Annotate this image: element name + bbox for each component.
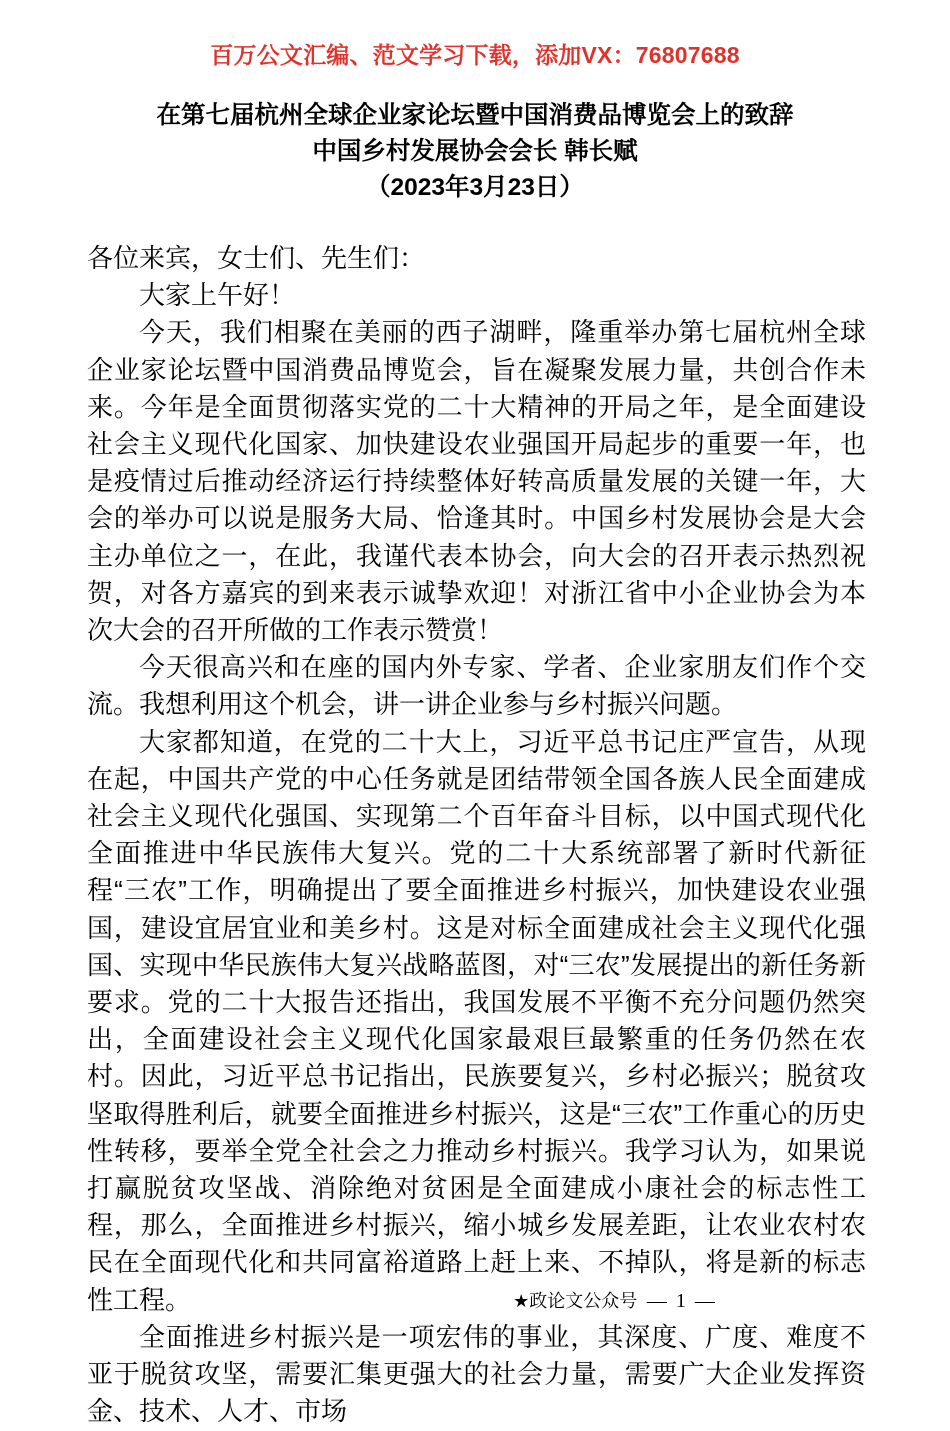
document-date: （2023年3月23日） bbox=[366, 174, 584, 201]
promo-header-text: 百万公文汇编、范文学习下载，添加VX：76807688 bbox=[210, 42, 740, 68]
body-paragraph: 大家上午好！ bbox=[139, 280, 296, 311]
body-paragraph: 各位来宾，女士们、先生们： bbox=[87, 243, 426, 273]
title-block bbox=[0, 98, 950, 206]
page-footer bbox=[0, 1288, 950, 1315]
body-paragraph: 全面推进乡村振兴是一项宏伟的事业，其深度、广度、难度不亚于脱贫攻坚，需要汇集更强大的社会力量，需要广大企业发挥资金、技术、人才、市场 bbox=[87, 1321, 866, 1427]
body-paragraph: 今天，我们相聚在美丽的西子湖畔，隆重举办第七届杭州全球企业家论坛暨中国消费品博览会，旨在凝聚发展力量，共创合作未来。今年是全面贯彻落实党的二十大精神的开局之年，是全面建设社会主义现代化国家、加快建设农业强国开局起步的重要一年，也是疫情过后推动经济运行持续整体好转高质量发展的关键一年，大会的举办可以说是服务大局、恰逢其时。中国乡村发展协会是大会主办单位之一，在此，我谨代表本协会，向大会的召开表示热烈祝贺，对各方嘉宾的到来表示诚挚欢迎！对浙江省中小企业协会为本次大会的召开所做的工作表示赞赏！ bbox=[87, 317, 866, 646]
document-title: 在第七届杭州全球企业家论坛暨中国消费品博览会上的致辞 bbox=[156, 102, 794, 129]
body-paragraph: 今天很高兴和在座的国内外专家、学者、企业家朋友们作个交流。我想利用这个机会，讲一讲企业参与乡村振兴问题。 bbox=[87, 652, 866, 720]
page-number: — 1 — bbox=[646, 1290, 717, 1312]
document-body bbox=[87, 240, 866, 1431]
body-paragraph: 大家都知道，在党的二十大上，习近平总书记庄严宣告，从现在起，中国共产党的中心任务就是团结带领全国各族人民全面建成社会主义现代化强国、实现第二个百年奋斗目标，以中国式现代化全面推进中华民族伟大复兴。党的二十大系统部署了新时代新征程“三农”工作，明确提出了要全面推进乡村振兴，加快建设农业强国，建设宜居宜业和美乡村。这是对标全面建成社会主义现代化强国、实现中华民族伟大复兴战略蓝图，对“三农”发展提出的新任务新要求。党的二十大报告还指出，我国发展不平衡不充分问题仍然突出，全面建设社会主义现代化国家最艰巨最繁重的任务仍然在农村。因此，习近平总书记指出，民族要复兴，乡村必振兴；脱贫攻坚取得胜利后，就要全面推进乡村振兴，这是“三农”工作重心的历史性转移，要举全党全社会之力推动乡村振兴。我学习认为，如果说打赢脱贫攻坚战、消除绝对贫困是全面建成小康社会的标志性工程，那么，全面推进乡村振兴，缩小城乡发展差距，让农业农村农民在全面现代化和共同富裕道路上赶上来、不掉队，将是新的标志性工程。 bbox=[87, 726, 866, 1315]
document-subtitle: 中国乡村发展协会会长 韩长赋 bbox=[312, 138, 638, 165]
footer-watermark: ★政论文公众号 bbox=[513, 1291, 638, 1311]
